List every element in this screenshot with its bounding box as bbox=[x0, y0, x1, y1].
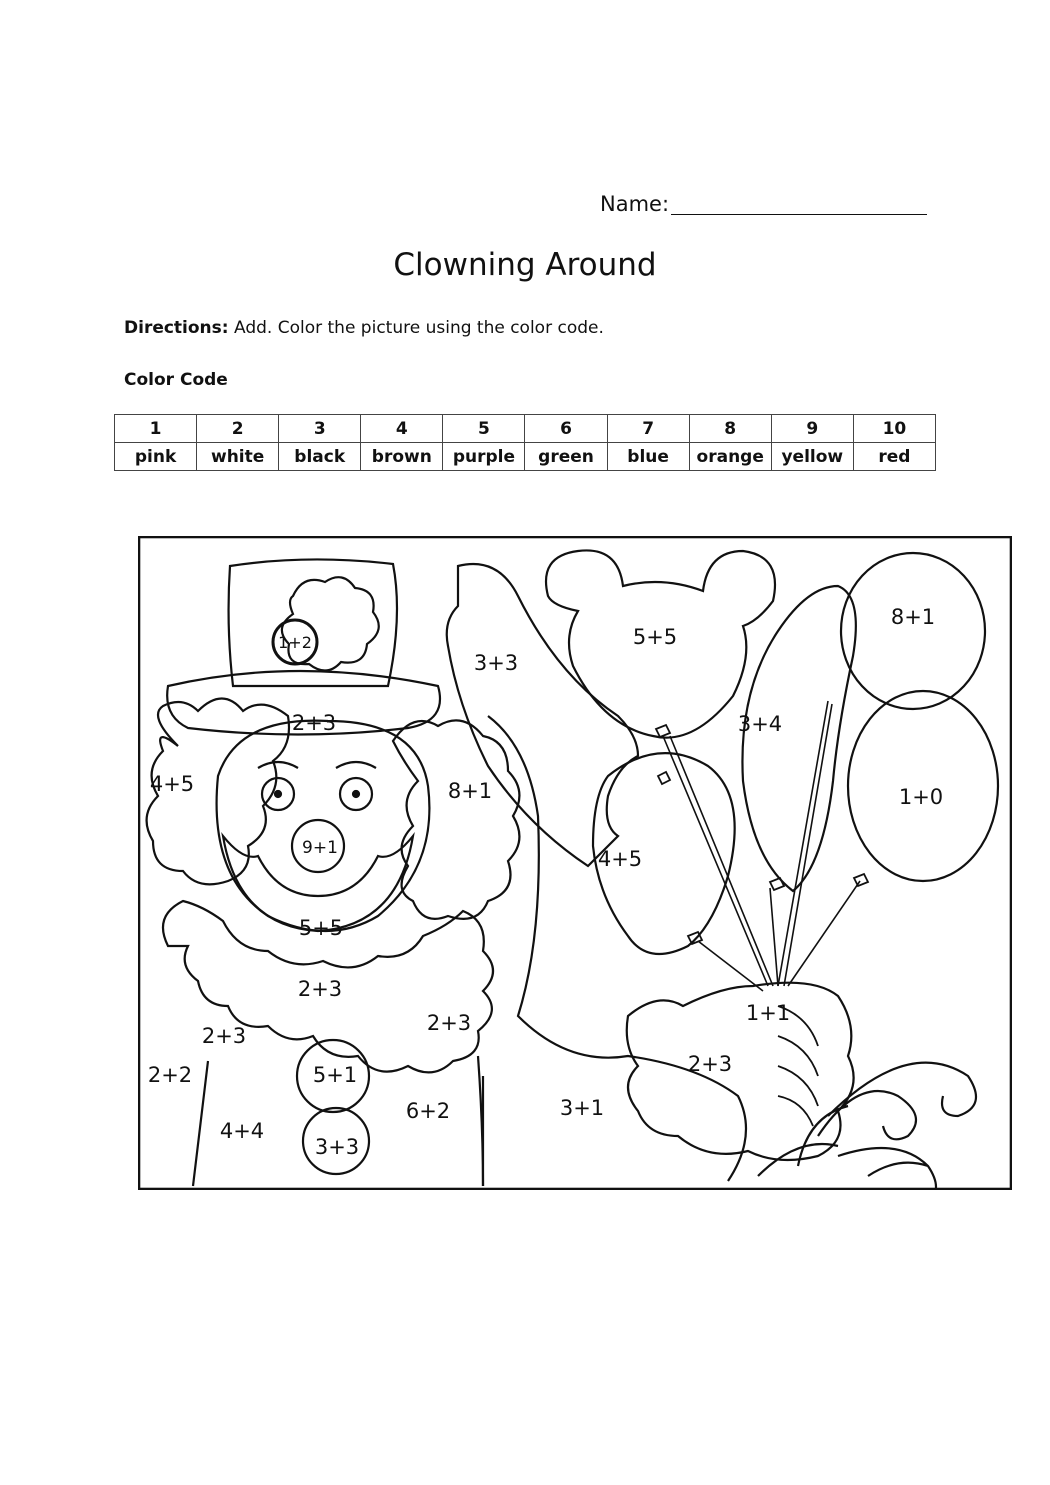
problem-collar-center: 2+3 bbox=[297, 977, 343, 1001]
code-color: black bbox=[279, 443, 361, 471]
name-label: Name: bbox=[600, 192, 670, 216]
code-color: yellow bbox=[771, 443, 853, 471]
problem-balloon-right: 1+0 bbox=[898, 785, 944, 809]
code-number: 4 bbox=[361, 415, 443, 443]
code-number: 7 bbox=[607, 415, 689, 443]
problem-suit-right: 6+2 bbox=[405, 1099, 451, 1123]
ribbon-swirls bbox=[758, 1063, 976, 1190]
color-code-numbers-row bbox=[115, 415, 936, 443]
problem-collar-left: 2+3 bbox=[201, 1024, 247, 1048]
page-title: Clowning Around bbox=[393, 247, 657, 283]
problem-button-top: 5+1 bbox=[312, 1063, 358, 1087]
code-number: 1 bbox=[115, 415, 197, 443]
code-number: 9 bbox=[771, 415, 853, 443]
problem-balloon-middle: 3+4 bbox=[737, 712, 783, 736]
problem-sleeve: 3+1 bbox=[559, 1096, 605, 1120]
problem-balloon-bear: 5+5 bbox=[632, 625, 678, 649]
coloring-picture bbox=[138, 536, 1012, 1190]
color-code-colors-row bbox=[115, 443, 936, 471]
clown-face bbox=[217, 721, 430, 931]
directions bbox=[124, 318, 604, 338]
balloon-middle bbox=[742, 586, 855, 891]
code-color: red bbox=[853, 443, 935, 471]
code-number: 3 bbox=[279, 415, 361, 443]
problem-button-bottom: 3+3 bbox=[314, 1135, 360, 1159]
code-color: green bbox=[525, 443, 607, 471]
problem-glove-cuff: 2+3 bbox=[687, 1052, 733, 1076]
problem-hat-brim: 2+3 bbox=[291, 711, 337, 735]
problem-hair-right: 8+1 bbox=[447, 779, 493, 803]
code-color: blue bbox=[607, 443, 689, 471]
problem-shirt-left: 2+2 bbox=[147, 1063, 193, 1087]
color-code-heading: Color Code bbox=[124, 370, 228, 390]
problem-balloon-left: 4+5 bbox=[597, 847, 643, 871]
directions-label: Directions: bbox=[124, 318, 229, 338]
name-blank-line[interactable] bbox=[671, 214, 927, 215]
code-number: 10 bbox=[853, 415, 935, 443]
problem-flower-center: 1+2 bbox=[278, 633, 312, 652]
problem-hair-left: 4+5 bbox=[149, 772, 195, 796]
code-number: 6 bbox=[525, 415, 607, 443]
balloon-strings bbox=[663, 701, 860, 991]
balloon-top-right bbox=[841, 553, 985, 709]
code-color: orange bbox=[689, 443, 771, 471]
code-color: brown bbox=[361, 443, 443, 471]
code-color: white bbox=[197, 443, 279, 471]
code-number: 8 bbox=[689, 415, 771, 443]
code-number: 5 bbox=[443, 415, 525, 443]
problem-balloon-top-right: 8+1 bbox=[890, 605, 936, 629]
problem-hat-top: 3+3 bbox=[473, 651, 519, 675]
problem-collar-right: 2+3 bbox=[426, 1011, 472, 1035]
code-number: 2 bbox=[197, 415, 279, 443]
flower-icon bbox=[282, 577, 379, 670]
color-code-table bbox=[114, 414, 936, 471]
code-color: pink bbox=[115, 443, 197, 471]
problem-suit-center: 4+4 bbox=[219, 1119, 265, 1143]
problem-mouth: 5+5 bbox=[298, 916, 344, 940]
problem-nose: 9+1 bbox=[302, 838, 338, 858]
directions-text: Add. Color the picture using the color code. bbox=[228, 318, 604, 338]
problem-glove: 1+1 bbox=[745, 1001, 791, 1025]
code-color: purple bbox=[443, 443, 525, 471]
